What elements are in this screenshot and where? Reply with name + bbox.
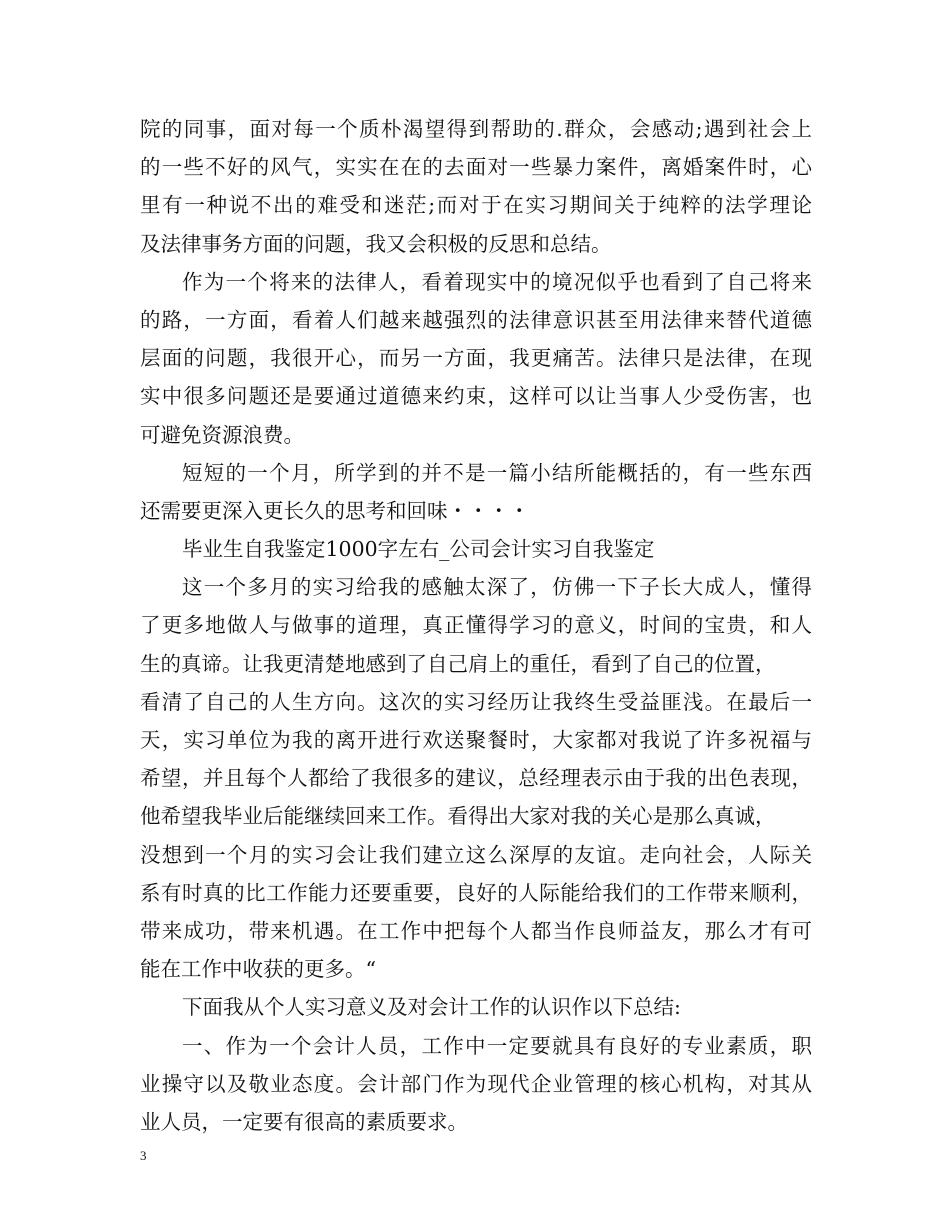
- document-body: [140, 110, 812, 1141]
- text-line: 作为一个将来的法律人，看着现实中的境况似乎也看到了自己将来: [182, 269, 812, 294]
- text-line: 业人员，一定要有很高的素质要求。: [140, 1109, 468, 1134]
- text-line: 业操守以及敬业态度。会计部门作为现代企业管理的核心机构，对其从: [140, 1071, 812, 1096]
- text-line: 的一些不好的风气，实实在在的去面对一些暴力案件，离婚案件时，心: [140, 155, 812, 180]
- text-line: 天，实习单位为我的离开进行欢送聚餐时，大家都对我说了许多祝福与: [140, 728, 812, 752]
- text-line: 还需要更深入更长久的思考和回味・・・・: [140, 498, 530, 523]
- text-line: 一、作为一个会计人员，工作中一定要就具有良好的专业素质，职: [182, 1033, 812, 1058]
- text-line: 他希望我毕业后能继续回来工作。看得出大家对我的关心是那么真诚，: [140, 804, 776, 829]
- text-line: 院的同事，面对每一个质朴渴望得到帮助的.群众，会感动;遇到社会上: [140, 117, 812, 141]
- text-line: 系有时真的比工作能力还要重要，良好的人际能给我们的工作带来顺利，: [140, 880, 812, 905]
- text-line: 及法律事务方面的问题，我又会积极的反思和总结。: [140, 231, 612, 256]
- text-line: 了更多地做人与做事的道理，真正懂得学习的意义，时间的宝贵，和人: [140, 613, 812, 638]
- text-line: 短短的一个月，所学到的并不是一篇小结所能概括的，有一些东西: [182, 460, 812, 485]
- page-number: 3: [140, 1148, 147, 1163]
- text-line: 实中很多问题还是要通过道德来约束，这样可以让当事人少受伤害，也: [140, 384, 812, 409]
- text-line: 看清了自己的人生方向。这次的实习经历让我终生受益匪浅。在最后一: [140, 689, 812, 714]
- text-line: 可避免资源浪费。: [140, 422, 304, 447]
- text-line: 希望，并且每个人都给了我很多的建议，总经理表示由于我的出色表现，: [140, 766, 812, 791]
- section-heading: 毕业生自我鉴定1000字左右_公司会计实习自我鉴定: [182, 537, 655, 562]
- text-line: 没想到一个月的实习会让我们建立这么深厚的友谊。走向社会，人际关: [140, 842, 812, 867]
- text-line: 生的真谛。让我更清楚地感到了自己肩上的重任，看到了自己的位置，: [140, 651, 776, 676]
- text-line: 的路，一方面，看着人们越来越强烈的法律意识甚至用法律来替代道德: [140, 307, 812, 332]
- text-line: 下面我从个人实习意义及对会计工作的认识作以下总结:: [182, 995, 681, 1020]
- text-line: 带来成功，带来机遇。在工作中把每个人都当作良师益友，那么才有可: [140, 918, 812, 943]
- text-line: 能在工作中收获的更多。“: [140, 957, 376, 982]
- text-line: 这一个多月的实习给我的感触太深了，仿佛一下子长大成人，懂得: [182, 575, 812, 600]
- text-line: 里有一种说不出的难受和迷茫;而对于在实习期间关于纯粹的法学理论: [140, 193, 812, 218]
- text-line: 层面的问题，我很开心，而另一方面，我更痛苦。法律只是法律，在现: [140, 346, 812, 371]
